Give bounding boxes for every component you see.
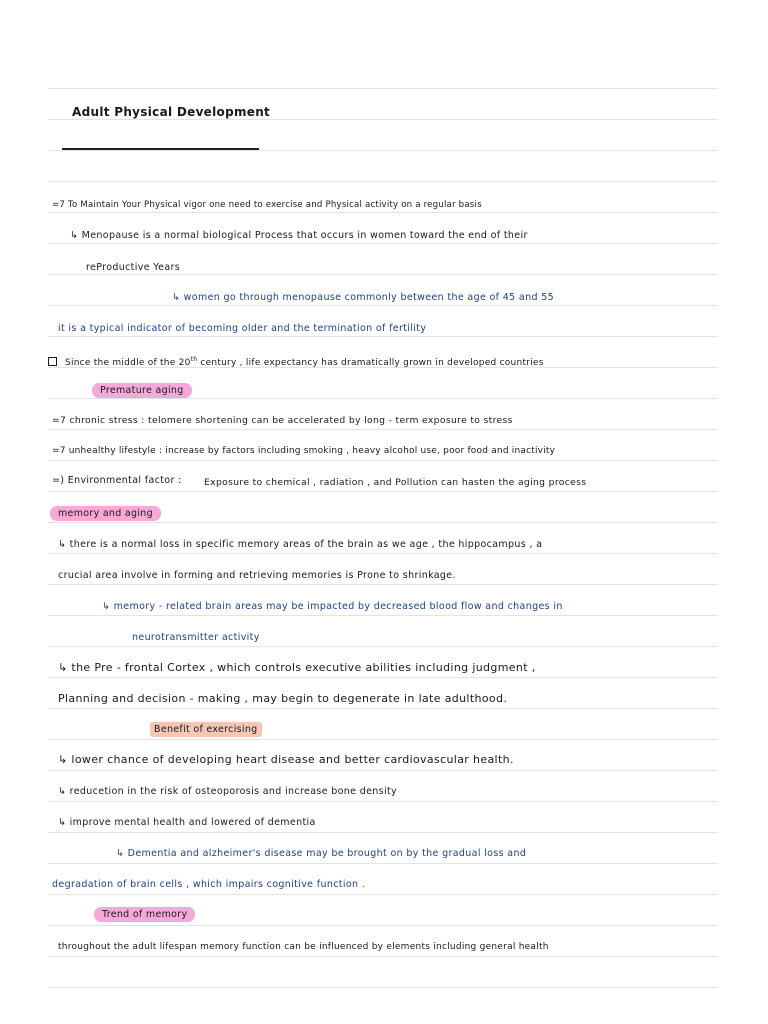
ruled-line [48,150,718,151]
note-line: ↳ the Pre - frontal Cortex , which controls executive abilities including judgment , [58,661,536,674]
ruled-line [48,739,718,740]
ruled-line [48,584,718,585]
heading-benefit-of-exercising: Benefit of exercising [150,722,262,737]
ruled-line [48,212,718,213]
ruled-line [48,491,718,492]
note-line: neurotransmitter activity [132,632,260,643]
note-line: crucial area involve in forming and retrieving memories is Prone to shrinkage. [58,570,456,581]
note-line: Exposure to chemical , radiation , and Pollution can hasten the aging process [204,477,587,488]
title-underline [62,148,259,150]
checkbox-icon [48,357,57,366]
ruled-line [48,460,718,461]
ruled-line [48,708,718,709]
ruled-line [48,398,718,399]
note-line: ↳ lower chance of developing heart disease and better cardiovascular health. [58,753,514,766]
note-line: degradation of brain cells , which impairs cognitive function . [52,879,366,890]
ruled-line [48,770,718,771]
heading-memory-and-aging: memory and aging [50,506,161,521]
ruled-line [48,429,718,430]
note-line: ↳ there is a normal loss in specific memory areas of the brain as we age , the hippocampus , a [58,539,543,550]
note-line: ↳ reducetion in the risk of osteoporosis and increase bone density [58,786,398,797]
note-line: =7 To Maintain Your Physical vigor one need to exercise and Physical activity on a regular basis [52,200,482,210]
ruled-line [48,863,718,864]
note-line: =) Environmental factor : [52,475,182,486]
ruled-line [48,88,718,89]
ruled-line [48,832,718,833]
heading-trend-of-memory: Trend of memory [94,907,195,922]
note-line: Planning and decision - making , may begin to degenerate in late adulthood. [58,692,508,705]
note-line: it is a typical indicator of becoming older and the termination of fertility [58,323,427,334]
ruled-line [48,553,718,554]
ruled-line [48,615,718,616]
ruled-line [48,119,718,120]
ruled-line [48,925,718,926]
ruled-line [48,181,718,182]
ruled-line [48,956,718,957]
ruled-line [48,894,718,895]
note-line: Since the middle of the 20th century , life expectancy has dramatically grown in developed countries [48,353,544,370]
note-line: ↳ women go through menopause commonly between the age of 45 and 55 [172,292,554,303]
ruled-line [48,646,718,647]
note-line: reProductive Years [86,262,181,273]
note-line: ↳ Menopause is a normal biological Process that occurs in women toward the end of their [70,230,528,241]
page-title: Adult Physical Development [72,105,271,119]
heading-premature-aging: Premature aging [92,383,192,398]
note-line: ↳ memory - related brain areas may be impacted by decreased blood flow and changes in [102,601,563,612]
ruled-line [48,243,718,244]
ruled-line [48,336,718,337]
note-line: ↳ improve mental health and lowered of dementia [58,817,316,828]
ruled-line [48,987,718,988]
ruled-line [48,801,718,802]
ruled-line [48,677,718,678]
note-line: =7 unhealthy lifestyle : increase by factors including smoking , heavy alcohol use, poor food and inactivity [52,446,556,456]
ruled-line [48,522,718,523]
note-line: throughout the adult lifespan memory function can be influenced by elements including general health [58,942,549,952]
ruled-line [48,305,718,306]
note-line: ↳ Dementia and alzheimer's disease may be brought on by the gradual loss and [116,848,527,859]
note-line: =7 chronic stress : telomere shortening can be accelerated by long - term exposure to stress [52,415,513,426]
